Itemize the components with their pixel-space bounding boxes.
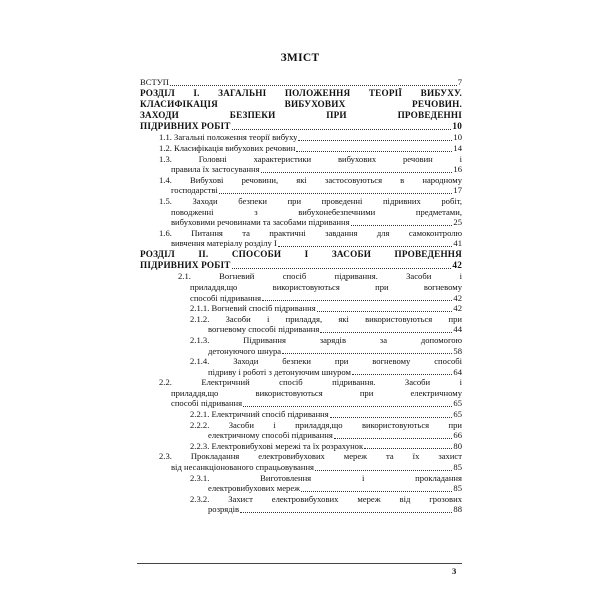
toc-entry-text: ВСТУП xyxy=(140,77,170,87)
toc-entry-line xyxy=(140,132,462,143)
toc-entry-text: приладдя,що використовуються при електричному xyxy=(171,387,462,398)
toc-entry xyxy=(140,420,462,441)
toc-entry-line xyxy=(140,314,462,325)
toc-entry xyxy=(140,409,462,420)
toc-entry-text: 2.1.2. Засоби і приладдя, які використовуються при xyxy=(190,313,462,324)
toc-entry xyxy=(140,77,462,88)
toc-entry-text: 1.4. Вибухові речовини, які застосовуються в народному xyxy=(159,174,462,185)
toc-page-number: 14 xyxy=(453,143,462,153)
dot-leader xyxy=(351,224,453,226)
toc-entry-line xyxy=(140,398,462,409)
toc-page-number: 65 xyxy=(453,409,462,420)
toc-entry-line xyxy=(140,367,462,378)
toc-entry xyxy=(140,88,462,133)
dot-leader xyxy=(320,331,452,333)
toc-page-number: 42 xyxy=(453,303,462,314)
toc-entry-text: 1.6. Питання та практичні завдання для самоконтролю xyxy=(159,227,462,238)
dot-leader xyxy=(240,511,452,513)
toc-entry-text: ЗАХОДИ БЕЗПЕКИ ПРИ ПРОВЕДЕННІ xyxy=(140,110,462,120)
toc-entry-line xyxy=(140,228,462,239)
toc-page-number: 10 xyxy=(452,121,462,132)
toc-entry xyxy=(140,132,462,143)
toc-entry-text: 2.2.2. Засоби і приладдя,що використовуються при xyxy=(190,419,462,430)
toc-entry-text: 2.1. Вогневий спосіб підривання. Засоби і xyxy=(178,271,462,282)
toc-entry-line xyxy=(140,462,462,473)
toc-page-number: 25 xyxy=(453,217,462,228)
toc-page-number: 42 xyxy=(452,260,462,271)
toc-entry-line xyxy=(140,217,462,228)
toc-page-number: 41 xyxy=(453,238,462,249)
toc-entry-text: 2.1.4. Заходи безпеки при вогневому способі xyxy=(190,356,462,367)
toc-entry-text: 1.5. Заходи безпеки при проведенні підривних робіт, xyxy=(159,195,462,206)
toc-entry-text: способі підривання xyxy=(190,292,262,303)
dot-leader xyxy=(278,245,453,247)
toc-entry-line xyxy=(140,260,462,271)
toc-entry xyxy=(140,473,462,494)
toc-entry-text: від несанкціонованого спрацьовування xyxy=(171,462,315,473)
toc-page-number: 85 xyxy=(453,483,462,494)
dot-leader xyxy=(364,447,452,449)
toc-entry-line xyxy=(140,388,462,399)
toc-entry-text: способі підривання xyxy=(171,398,243,409)
toc-entry-text: приладдя,що використовуються при вогневому xyxy=(190,281,462,292)
toc-page-number: 16 xyxy=(453,164,462,175)
dot-leader xyxy=(330,416,453,418)
toc-entry-text: РОЗДІЛ ІІ. СПОСОБИ І ЗАСОБИ ПРОВЕДЕННЯ xyxy=(140,248,462,259)
toc-page-number: 42 xyxy=(453,292,462,303)
toc-page-number: 7 xyxy=(457,77,462,87)
toc-entry xyxy=(140,335,462,356)
toc-entry-line xyxy=(140,207,462,218)
toc-entry-line xyxy=(140,504,462,515)
page-title: ЗМІСТ xyxy=(280,52,320,64)
toc-entry-text: електричному способі підривання xyxy=(208,430,333,441)
toc-entry xyxy=(140,451,462,472)
toc-entry-line xyxy=(140,441,462,452)
dot-leader xyxy=(170,84,457,86)
toc-entry-text: вибуховими речовинами та засобами підривання xyxy=(171,217,350,228)
dot-leader xyxy=(262,299,452,301)
toc-entry-line xyxy=(140,282,462,293)
toc-entry-line xyxy=(140,377,462,388)
toc-entry xyxy=(140,228,462,249)
toc-entry xyxy=(140,377,462,409)
toc-entry-text: 2.1.3. Підривання зарядів за допомогою xyxy=(190,334,462,345)
dot-leader xyxy=(352,373,452,375)
toc-entry-line xyxy=(140,473,462,484)
toc-entry-line xyxy=(140,420,462,431)
toc-entry-text: господарстві xyxy=(171,185,218,196)
toc-entry xyxy=(140,494,462,515)
toc-entry-line xyxy=(140,451,462,462)
toc-entry-text: детонуючого шнура xyxy=(208,345,282,356)
toc-entry-text: правила їх застосування xyxy=(171,164,260,175)
toc-entry-text: поводженні з вибухонебезпечними предметами, xyxy=(171,206,462,217)
dot-leader xyxy=(317,310,453,312)
dot-leader xyxy=(298,139,452,141)
toc-entry-line xyxy=(140,324,462,335)
toc-entry-line xyxy=(140,356,462,367)
toc-entry-text: ПІДРИВНИХ РОБІТ xyxy=(140,260,231,271)
toc-entry-text: електровибухових мереж xyxy=(208,483,301,494)
dot-leader xyxy=(243,405,452,407)
dot-leader xyxy=(334,437,453,439)
toc-entry-line xyxy=(140,99,462,110)
toc-entry-line xyxy=(140,88,462,99)
toc-entry-line xyxy=(140,196,462,207)
dot-leader xyxy=(315,469,452,471)
toc-entry-text: вогневому способі підривання xyxy=(208,324,320,335)
toc-entry-text: 2.2. Електричний спосіб підривання. Засоби і xyxy=(159,377,462,388)
toc-entry-text: 1.1. Загальні положення теорії вибуху xyxy=(159,132,298,143)
toc-entry-text: 2.3.1. Виготовлення і прокладання xyxy=(190,472,462,483)
dot-leader xyxy=(219,192,453,194)
toc-entry-line xyxy=(140,164,462,175)
toc-entry-line xyxy=(140,303,462,314)
toc-entry-text: 2.3. Прокладання електровибухових мереж та їх захист xyxy=(159,451,462,462)
toc-entry-text: 2.2.3. Електровибухові мережі та їх розрахунок xyxy=(190,440,364,451)
dot-leader xyxy=(232,267,452,269)
toc-entry-line xyxy=(140,249,462,260)
toc-page-number: 10 xyxy=(453,132,462,143)
page-number: 3 xyxy=(452,566,457,576)
toc-entry-line xyxy=(140,346,462,357)
footer-rule xyxy=(137,563,462,564)
toc-entry-text: РОЗДІЛ І. ЗАГАЛЬНІ ПОЛОЖЕННЯ ТЕОРІЇ ВИБУХУ. xyxy=(140,87,462,98)
toc-entry-text: КЛАСИФІКАЦІЯ ВИБУХОВИХ РЕЧОВИН. xyxy=(140,98,462,109)
dot-leader xyxy=(296,150,452,152)
toc-entry xyxy=(140,314,462,335)
toc-entry-line xyxy=(140,110,462,121)
toc-entry-text: 2.1.1. Вогневий спосіб підривання xyxy=(190,303,316,314)
toc-page-number: 44 xyxy=(453,324,462,335)
toc-entry-text: підриву і роботі з детонуючим шнуром xyxy=(208,366,351,377)
table-of-contents xyxy=(140,77,462,515)
toc-entry-text: ПІДРИВНИХ РОБІТ xyxy=(140,121,231,132)
toc-page-number: 64 xyxy=(453,366,462,377)
toc-entry-line xyxy=(140,175,462,186)
toc-entry xyxy=(140,249,462,271)
dot-leader xyxy=(232,128,452,130)
toc-entry-text: 1.3. Головні характеристики вибухових речовин і xyxy=(159,153,462,164)
toc-entry-text: вивчення матеріалу розділу І xyxy=(171,238,277,249)
toc-page-number: 88 xyxy=(453,504,462,515)
toc-page-number: 80 xyxy=(453,440,462,451)
toc-entry-text: 2.2.1. Електричний спосіб підривання xyxy=(190,409,329,420)
toc-entry-line xyxy=(140,293,462,304)
toc-page-number: 65 xyxy=(453,398,462,409)
toc-entry xyxy=(140,143,462,154)
toc-entry-line xyxy=(140,430,462,441)
toc-entry-line xyxy=(140,483,462,494)
toc-entry-text: 1.2. Класифікація вибухових речовин xyxy=(159,143,296,153)
toc-entry-line xyxy=(140,494,462,505)
toc-entry-line xyxy=(140,154,462,165)
toc-entry-line xyxy=(140,77,462,88)
toc-entry-text: розрядів xyxy=(208,504,240,515)
toc-entry xyxy=(140,196,462,228)
toc-entry-line xyxy=(140,409,462,420)
toc-entry-line xyxy=(140,143,462,154)
toc-entry-line xyxy=(140,271,462,282)
toc-page-number: 58 xyxy=(453,345,462,356)
toc-entry-text: 2.3.2. Захист електровибухових мереж від грозових xyxy=(190,493,462,504)
toc-entry-line xyxy=(140,121,462,132)
toc-entry-line xyxy=(140,335,462,346)
toc-page-number: 66 xyxy=(453,430,462,441)
toc-entry-line xyxy=(140,238,462,249)
toc-page-number: 85 xyxy=(453,462,462,473)
toc-entry xyxy=(140,303,462,314)
toc-entry xyxy=(140,271,462,303)
toc-entry xyxy=(140,441,462,452)
toc-page-number: 17 xyxy=(453,185,462,196)
toc-entry xyxy=(140,154,462,175)
toc-entry-line xyxy=(140,185,462,196)
toc-entry xyxy=(140,175,462,196)
dot-leader xyxy=(261,171,453,173)
toc-entry xyxy=(140,356,462,377)
dot-leader xyxy=(301,490,452,492)
dot-leader xyxy=(282,352,452,354)
